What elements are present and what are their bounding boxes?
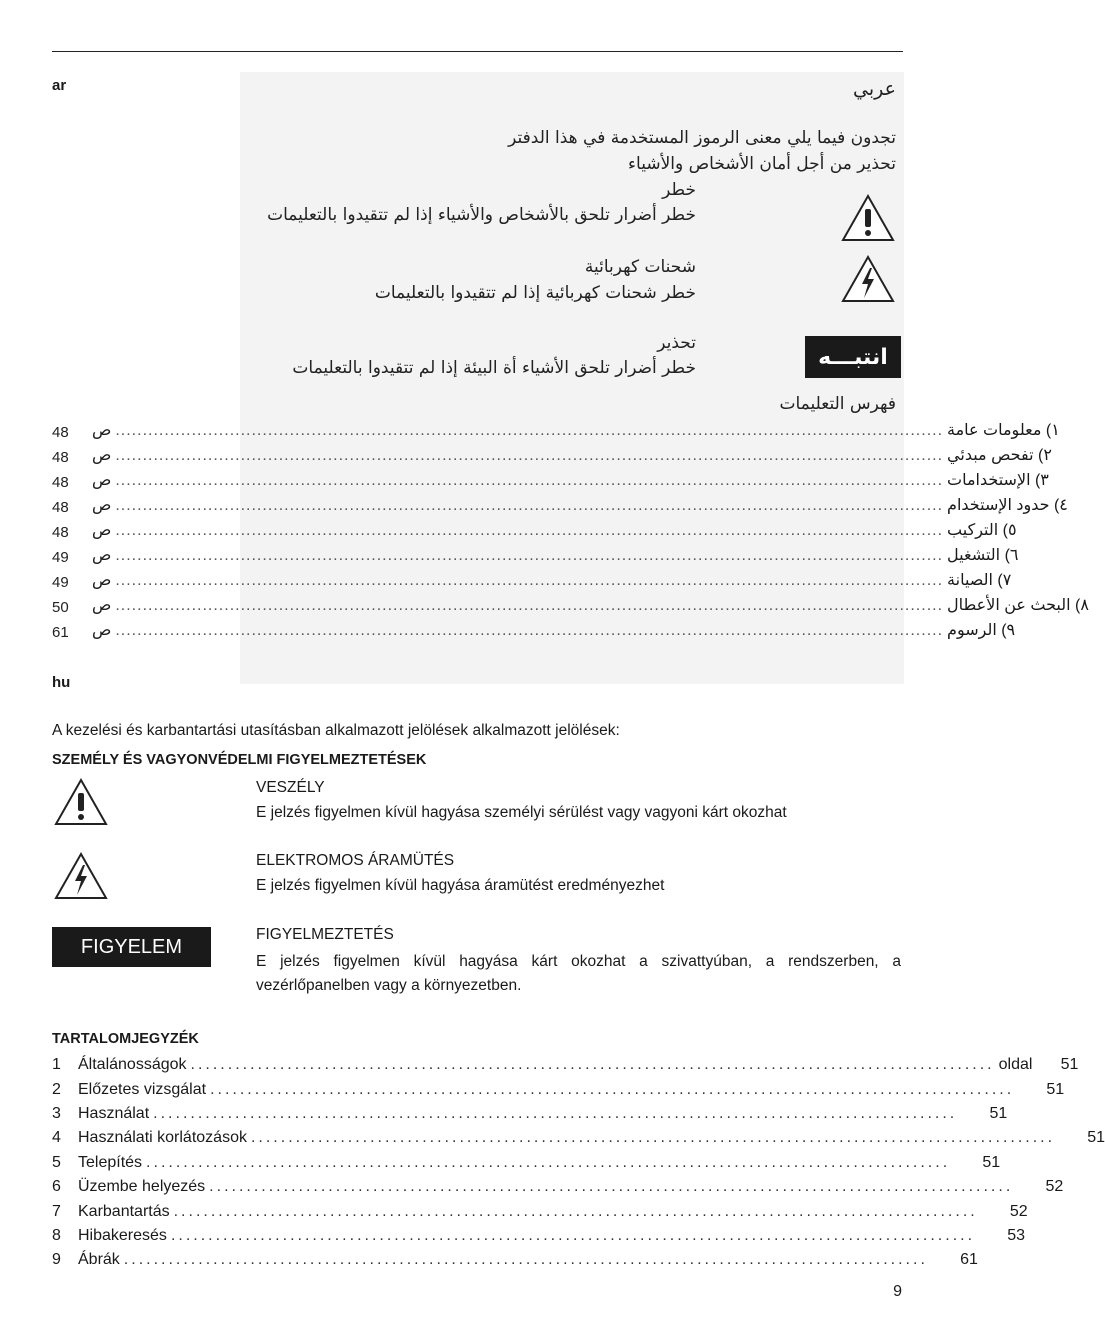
hu-shock-title: ELEKTROMOS ÁRAMÜTÉS [256, 852, 455, 869]
header-rule [52, 51, 903, 52]
ar-danger-warning-icon [840, 193, 896, 243]
ar-toc-row [92, 495, 1068, 519]
toc-row [52, 1203, 1028, 1227]
hu-danger-title: VESZÉLY [256, 779, 325, 796]
ar-page-abbr: ص [92, 422, 112, 439]
ar-toc-row [92, 445, 1052, 469]
hu-danger-warning-icon [53, 777, 109, 827]
leader-dots: ............................................................................................................ [209, 1178, 1014, 1195]
toc-title: Hibakeresés [78, 1227, 167, 1244]
toc-title: Általánosságok [78, 1056, 187, 1073]
toc-row [52, 1251, 978, 1275]
ar-toc-row [92, 545, 1019, 569]
toc-page: 51 [989, 1105, 1008, 1122]
ar-toc-row [92, 470, 1049, 494]
ar-toc-title: فهرس التعليمات [779, 394, 896, 414]
ar-toc-title-item: ٨) البحث عن الأعطال [947, 597, 1089, 614]
toc-page: 51 [1060, 1056, 1079, 1073]
hu-caution-title: FIGYELMEZTETÉS [256, 926, 394, 943]
ar-shock-text: خطر شحنات كهربائية إذا لم تتقيدوا بالتعليمات [374, 283, 696, 303]
leader-dots: ........................................................................................................................................................ [115, 522, 944, 539]
ar-page-abbr: ص [92, 447, 112, 464]
toc-number: 3 [52, 1105, 61, 1122]
leader-dots: ............................................................................................................ [210, 1081, 1015, 1098]
page-number: 9 [893, 1283, 902, 1300]
ar-toc-page: 48 [52, 499, 69, 516]
toc-title: Karbantartás [78, 1203, 170, 1220]
ar-warning-title: تحذير [657, 333, 696, 353]
toc-number: 6 [52, 1178, 61, 1195]
ar-page-abbr: ص [92, 572, 112, 589]
hu-caution-text: E jelzés figyelmen kívül hagyása kárt okozhat a szivattyúban, a rendszerben, a vezérlőpanelben vagy a környezetben. [256, 953, 901, 994]
toc-number: 5 [52, 1154, 61, 1171]
toc-page-suffix: oldal [998, 1056, 1033, 1073]
leader-dots: ........................................................................................................................................................ [115, 472, 944, 489]
ar-intro-2: تحذير من أجل أمان الأشخاص والأشياء [628, 154, 896, 174]
toc-page: 61 [960, 1251, 978, 1268]
ar-toc-title-item: ٥) التركيب [947, 522, 1017, 539]
ar-heading: عربي [853, 78, 896, 100]
toc-page: 52 [1009, 1203, 1028, 1220]
ar-warning-text: خطر أضرار تلحق الأشياء أة البيئة إذا لم تتقيدوا بالتعليمات [292, 358, 696, 378]
toc-page: 51 [982, 1154, 1001, 1171]
ar-page-abbr: ص [92, 547, 112, 564]
toc-number: 9 [52, 1251, 61, 1268]
toc-title: Ábrák [78, 1251, 120, 1268]
ar-toc-page: 48 [52, 449, 69, 466]
ar-toc-title-item: ٧) الصيانة [947, 572, 1012, 589]
toc-page: 52 [1045, 1178, 1064, 1195]
leader-dots: ........................................................................................................................................................ [115, 447, 944, 464]
toc-number: 2 [52, 1081, 61, 1098]
hu-intro: A kezelési és karbantartási utasításban alkalmazott jelölések alkalmazott jelölések: [52, 722, 620, 739]
ar-page-abbr: ص [92, 497, 112, 514]
ar-shock-title: شحنات كهربائية [584, 257, 696, 277]
ar-danger-text: خطر أضرار تلحق بالأشخاص والأشياء إذا لم تتقيدوا بالتعليمات [267, 205, 696, 225]
hu-attention-badge: FIGYELEM [52, 927, 211, 967]
leader-dots: ............................................................................................................ [146, 1154, 951, 1171]
ar-toc-page: 48 [52, 474, 69, 491]
ar-toc-title-item: ٣) الإستخدامات [947, 472, 1049, 489]
ar-page-abbr: ص [92, 597, 112, 614]
lang-code-hu: hu [52, 674, 71, 691]
ar-toc-row [92, 420, 1060, 444]
toc-row [52, 1178, 1064, 1202]
toc-page: 51 [1046, 1081, 1065, 1098]
ar-danger-title: خطر [662, 180, 696, 200]
leader-dots: ............................................................................................................ [170, 1227, 976, 1244]
toc-title: Telepítés [78, 1154, 143, 1171]
ar-toc-title-item: ١) معلومات عامة [947, 422, 1060, 439]
hu-electric-shock-icon [53, 851, 109, 901]
leader-dots: ............................................................................................................ [190, 1056, 995, 1073]
toc-row [52, 1081, 1065, 1105]
leader-dots: ............................................................................................................ [123, 1251, 928, 1268]
leader-dots: ........................................................................................................................................................ [115, 497, 944, 514]
toc-row [52, 1105, 1008, 1129]
toc-row [52, 1056, 1079, 1080]
ar-toc-page: 61 [52, 624, 69, 641]
leader-dots: ........................................................................................................................................................ [115, 572, 944, 589]
hu-warnings-heading: SZEMÉLY ÉS VAGYONVÉDELMI FIGYELMEZTETÉSEK [52, 752, 427, 768]
ar-toc-row [92, 620, 1016, 644]
ar-toc-page: 48 [52, 524, 69, 541]
toc-page: 51 [1087, 1129, 1105, 1146]
ar-page-abbr: ص [92, 622, 112, 639]
ar-toc-row [92, 520, 1017, 544]
toc-row [52, 1129, 1105, 1153]
hu-toc-heading: TARTALOMJEGYZÉK [52, 1031, 199, 1047]
toc-row [52, 1227, 1026, 1251]
ar-toc-page: 49 [52, 574, 69, 591]
lang-code-ar: ar [52, 77, 67, 94]
toc-page: 53 [1007, 1227, 1026, 1244]
ar-page-abbr: ص [92, 472, 112, 489]
leader-dots: ............................................................................................................ [250, 1129, 1056, 1146]
ar-toc-title-item: ٩) الرسوم [947, 622, 1016, 639]
leader-dots: ........................................................................................................................................................ [115, 597, 944, 614]
ar-toc-title-item: ٤) حدود الإستخدام [947, 497, 1068, 514]
ar-page-abbr: ص [92, 522, 112, 539]
ar-warning-badge: انتبـــه [805, 336, 901, 378]
leader-dots: ........................................................................................................................................................ [115, 547, 944, 564]
toc-number: 1 [52, 1056, 61, 1073]
ar-toc-page: 48 [52, 424, 69, 441]
toc-number: 7 [52, 1203, 61, 1220]
ar-toc-title-item: ٦) التشغيل [947, 547, 1019, 564]
hu-shock-text: E jelzés figyelmen kívül hagyása áramütést eredményezhet [256, 877, 665, 894]
toc-title: Használat [78, 1105, 150, 1122]
toc-number: 4 [52, 1129, 61, 1146]
toc-number: 8 [52, 1227, 61, 1244]
ar-electric-shock-icon [840, 254, 896, 304]
ar-intro-1: تجدون فيما يلي معنى الرموز المستخدمة في هذا الدفتر [508, 128, 896, 148]
toc-row [52, 1154, 1001, 1178]
leader-dots: ............................................................................................................ [173, 1203, 978, 1220]
ar-toc-title-item: ٢) تفحص مبدئي [947, 447, 1052, 464]
ar-toc-page: 49 [52, 549, 69, 566]
ar-toc-page: 50 [52, 599, 69, 616]
toc-title: Használati korlátozások [78, 1129, 247, 1146]
ar-toc-row [92, 570, 1012, 594]
leader-dots: ............................................................................................................ [153, 1105, 958, 1122]
leader-dots: ........................................................................................................................................................ [115, 422, 944, 439]
leader-dots: ........................................................................................................................................................ [115, 622, 944, 639]
toc-title: Előzetes vizsgálat [78, 1081, 207, 1098]
ar-toc-row [92, 595, 1089, 619]
toc-title: Üzembe helyezés [78, 1178, 206, 1195]
hu-danger-text: E jelzés figyelmen kívül hagyása személyi sérülést vagy vagyoni kárt okozhat [256, 804, 787, 821]
